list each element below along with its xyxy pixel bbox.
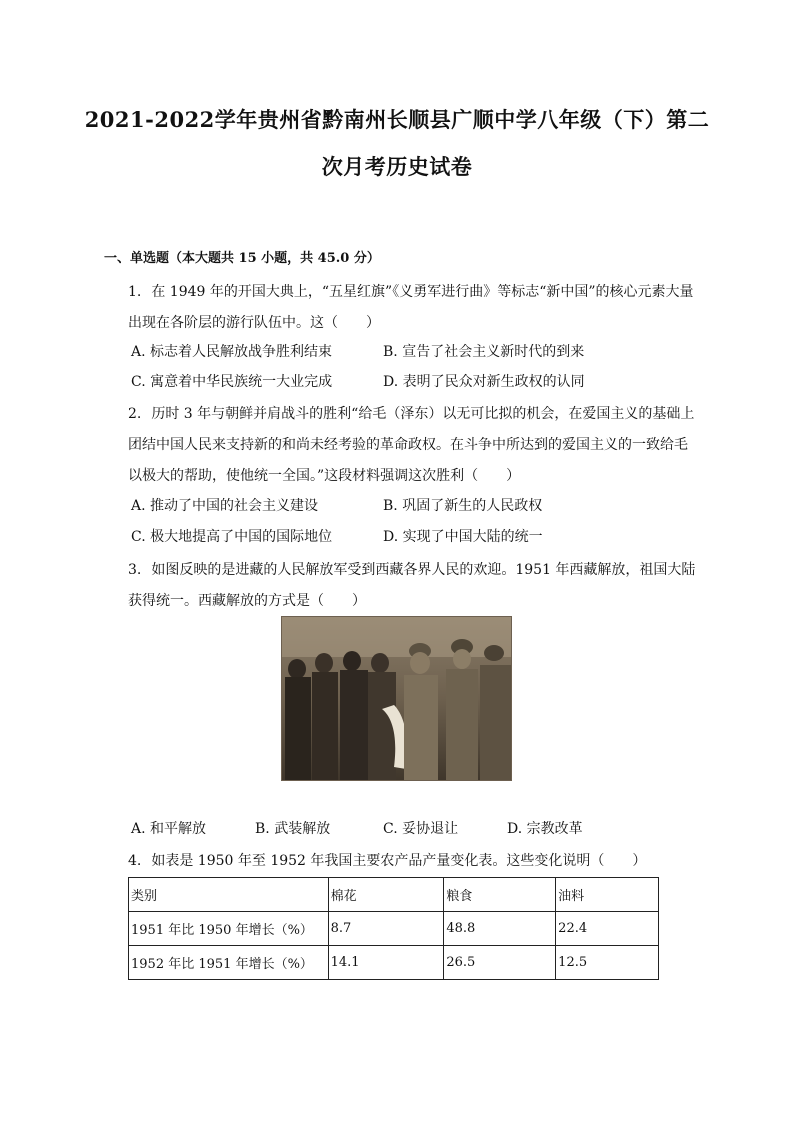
table-header-cell: 粮食 [444,878,556,912]
table-cell: 1952 年比 1951 年增长（%） [129,946,329,980]
question-1 [128,277,698,339]
option-d[interactable]: D. 宗教改革 [507,821,583,837]
production-table [128,877,659,980]
table-cell: 12.5 [556,946,659,980]
table-cell: 22.4 [556,912,659,946]
table-header-row [129,878,659,912]
question-2 [128,399,698,492]
question-text: 如表是 1950 年至 1952 年我国主要农产品产量变化表。这些变化说明（ ） [151,853,647,869]
option-d[interactable]: D. 表明了民众对新生政权的认同 [383,374,585,390]
option-a[interactable]: A. 推动了中国的社会主义建设 [131,498,319,514]
question-text: 历时 3 年与朝鲜并肩战斗的胜利“给毛（泽东）以无可比拟的机会，在爱国主义的基础上团结中国人民来支持新的和尚未经考验的革命政权。在斗争中所达到的爱国主义的一致给毛以极大的帮助，使他统一全国。”这段材料强调这次胜利（ ） [128,406,695,484]
option-d[interactable]: D. 实现了中国大陆的统一 [383,529,543,545]
option-c[interactable]: C. 极大地提高了中国的国际地位 [131,529,333,545]
question-number: 2. [128,406,142,422]
question-3 [128,555,698,617]
option-b[interactable]: B. 巩固了新生的人民政权 [383,498,543,514]
table-header-cell: 油料 [556,878,659,912]
table-row [129,946,659,980]
option-a[interactable]: A. 标志着人民解放战争胜利结束 [131,344,333,360]
section-heading: 一、单选题（本大题共 15 小题，共 45.0 分） [104,251,380,266]
table-cell: 14.1 [328,946,444,980]
table-cell: 8.7 [328,912,444,946]
table-header-cell: 棉花 [328,878,444,912]
tibet-welcome-photo [281,616,512,781]
option-b[interactable]: B. 宣告了社会主义新时代的到来 [383,344,585,360]
option-c[interactable]: C. 寓意着中华民族统一大业完成 [131,374,333,390]
table-header-cell: 类别 [129,878,329,912]
question-4 [128,846,698,877]
question-number: 1. [128,284,142,300]
title-line-2: 次月考历史试卷 [321,154,473,179]
page-title [60,96,734,190]
question-text: 如图反映的是进藏的人民解放军受到西藏各界人民的欢迎。1951 年西藏解放，祖国大陆获得统一。西藏解放的方式是（ ） [128,562,696,609]
title-line-1: 2021-2022学年贵州省黔南州长顺县广顺中学八年级（下）第二 [84,107,710,132]
option-c[interactable]: C. 妥协退让 [383,821,459,837]
question-number: 4. [128,853,142,869]
table-cell: 26.5 [444,946,556,980]
option-b[interactable]: B. 武装解放 [255,821,331,837]
table-cell: 1951 年比 1950 年增长（%） [129,912,329,946]
table-cell: 48.8 [444,912,556,946]
option-a[interactable]: A. 和平解放 [131,821,207,837]
question-text: 在 1949 年的开国大典上，“五星红旗”《义勇军进行曲》等标志“新中国”的核心元素大量出现在各阶层的游行队伍中。这（ ） [128,284,694,331]
table-row [129,912,659,946]
question-number: 3. [128,562,142,578]
